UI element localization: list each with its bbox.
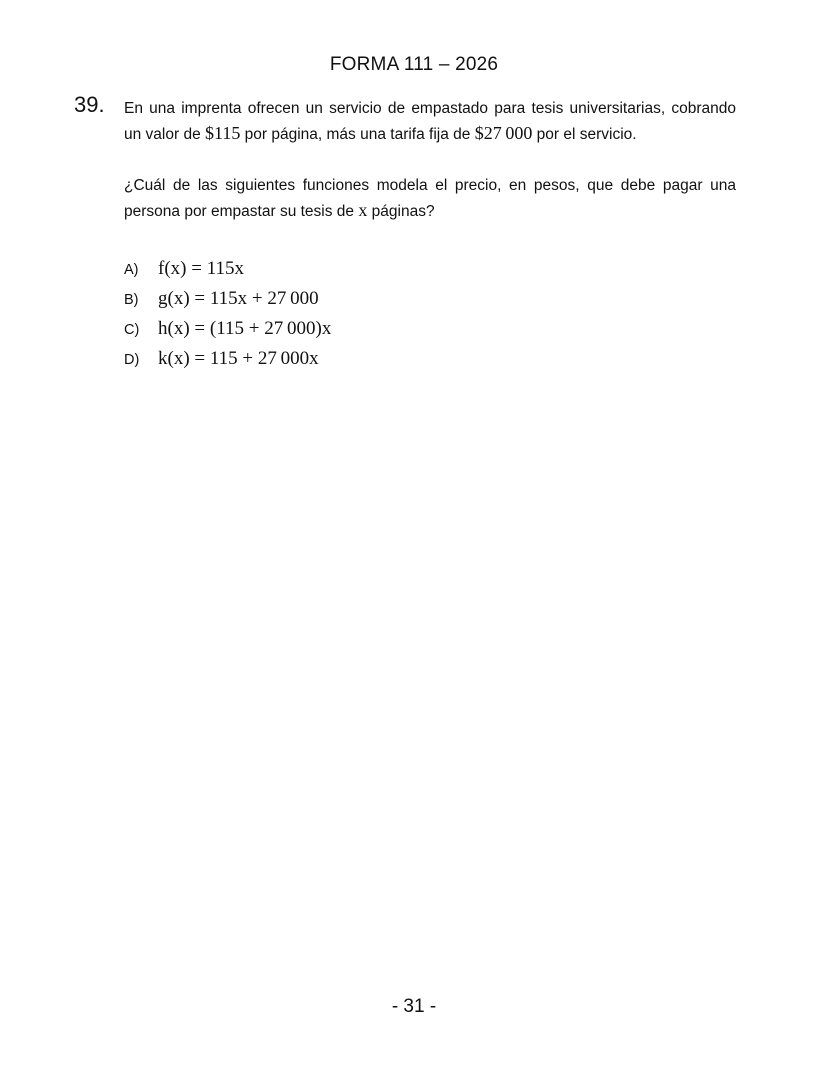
prompt-text: ¿Cuál de las siguientes funciones modela el precio, en pesos, que debe pagar una persona por empastar su tesis de <box>124 177 736 220</box>
option-letter: B) <box>124 292 139 308</box>
statement-text: por página, más una tarifa fija de <box>240 126 475 143</box>
question-statement <box>124 96 736 147</box>
option-letter: D) <box>124 352 140 368</box>
option-expression: h(x) = (115 + 27 000)x <box>158 318 332 339</box>
question-number: 39. <box>74 92 105 117</box>
price-per-page: $115 <box>205 123 241 143</box>
prompt-text: páginas? <box>367 203 435 220</box>
statement-text: En una imprenta ofrecen un servicio de empastado para tesis universitarias, cobrando un valor de <box>124 100 736 143</box>
statement-text: por el servicio. <box>532 126 637 143</box>
option-letter: C) <box>124 322 140 338</box>
option-d[interactable] <box>124 348 331 378</box>
option-c[interactable] <box>124 318 331 348</box>
option-letter: A) <box>124 262 139 278</box>
option-expression: f(x) = 115x <box>158 258 244 279</box>
fixed-fee: $27 000 <box>474 123 533 143</box>
page-number: - 31 - <box>391 996 437 1017</box>
question-prompt <box>124 173 736 224</box>
page-header: FORMA 111 – 2026 <box>329 54 499 75</box>
option-b[interactable] <box>124 288 331 318</box>
answer-options <box>124 258 331 378</box>
option-a[interactable] <box>124 258 331 288</box>
option-expression: g(x) = 115x + 27 000 <box>158 288 319 309</box>
variable-x: x <box>358 200 368 220</box>
option-expression: k(x) = 115 + 27 000x <box>158 348 319 369</box>
